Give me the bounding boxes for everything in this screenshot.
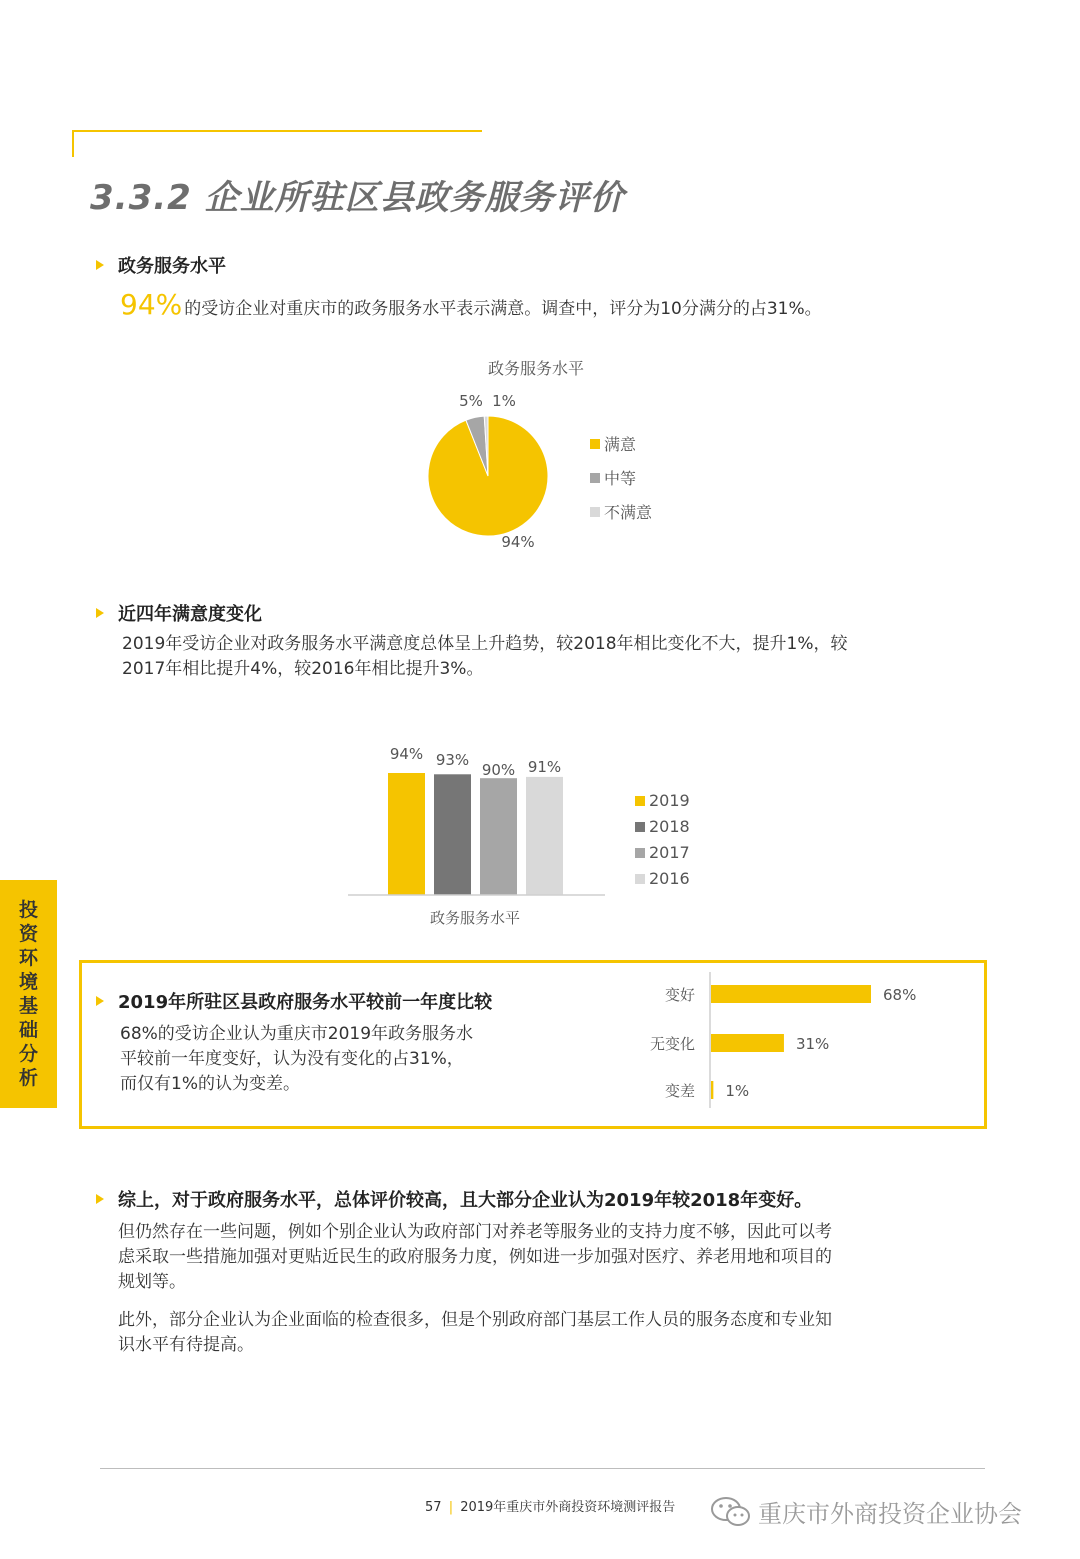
heading-four-year-change (96, 600, 262, 626)
hbar-1 (711, 1034, 784, 1052)
page-number: 57 (425, 1500, 442, 1515)
side-tab-char: 境 (18, 971, 38, 993)
legend-swatch (590, 439, 600, 449)
heading-year-comparison-text: 2019年所驻区县政府服务水平较前一年度比较 (118, 992, 493, 1013)
pie-legend-item (590, 432, 652, 455)
paragraph-line: 规划等。 (118, 1272, 186, 1292)
hbar-data-label: 31% (795, 1035, 830, 1053)
lead-statement (120, 288, 822, 321)
paragraph-line: 68%的受访企业认为重庆市2019年政务服务水 (120, 1024, 474, 1044)
legend-swatch (590, 473, 600, 483)
side-tab-char: 环 (18, 947, 38, 969)
heading-summary-text: 综上，对于政府服务水平，总体评价较高，且大部分企业认为2019年较2018年变好。 (118, 1190, 813, 1211)
side-chapter-tab (0, 880, 57, 1108)
bar-chart (340, 735, 620, 935)
legend-swatch (635, 848, 645, 858)
watermark-text: 重庆市外商投资企业协会 (758, 1500, 1022, 1528)
bar-2019 (388, 773, 425, 895)
pie-legend-item (590, 466, 652, 489)
pie-data-label: 1% (492, 392, 516, 410)
bar-legend-item (635, 791, 690, 810)
hbar-category-label: 无变化 (649, 1035, 695, 1053)
legend-label: 2017 (649, 843, 690, 862)
pie-legend-item (590, 500, 652, 523)
bar-2018 (434, 774, 471, 895)
side-tab-char: 资 (18, 923, 38, 945)
bar-legend-item (635, 869, 690, 888)
legend-swatch (590, 507, 600, 517)
legend-label: 满意 (604, 435, 637, 454)
footer (425, 1496, 675, 1515)
bar-2016 (526, 777, 563, 895)
heading-summary (96, 1186, 812, 1212)
section-title: 3.3.2 企业所驻区县政务服务评价 (90, 178, 625, 218)
report-title: 2019年重庆市外商投资环境测评报告 (460, 1500, 676, 1515)
side-tab-char: 础 (18, 1019, 38, 1041)
legend-swatch (635, 822, 645, 832)
hbar-2 (711, 1081, 713, 1099)
lead-text: 的受访企业对重庆市的政务服务水平表示满意。调查中，评分为10分满分的占31%。 (184, 299, 822, 319)
bar-data-label: 90% (481, 761, 516, 779)
pie-data-label: 94% (501, 533, 535, 551)
lead-highlight-percent: 94% (120, 288, 183, 321)
bar-xlabel: 政务服务水平 (429, 909, 521, 927)
pie-chart (400, 350, 700, 560)
side-tab-char: 基 (18, 995, 38, 1017)
paragraph-line: 识水平有待提高。 (118, 1335, 254, 1355)
legend-swatch (635, 796, 645, 806)
bullet-triangle-icon (96, 260, 104, 270)
legend-label: 中等 (604, 469, 637, 488)
legend-label: 2019 (649, 791, 690, 810)
title-corner-line-vertical (72, 130, 74, 157)
pie-title: 政务服务水平 (487, 359, 585, 378)
pie-legend (590, 432, 652, 523)
paragraph-line: 2017年相比提升4%，较2016年相比提升3%。 (122, 659, 484, 679)
paragraph-line: 而仅有1%的认为变差。 (120, 1074, 300, 1094)
legend-label: 2016 (649, 869, 690, 888)
four-year-paragraph (122, 632, 848, 682)
comparison-paragraph (120, 1022, 473, 1097)
hbar-data-label: 1% (725, 1082, 750, 1100)
paragraph-line: 虑采取一些措施加强对更贴近民生的政府服务力度，例如进一步加强对医疗、养老用地和项目的 (118, 1247, 832, 1267)
title-corner-line (72, 130, 482, 132)
bullet-triangle-icon (96, 1194, 104, 1204)
paragraph-line: 平较前一年度变好，认为没有变化的占31%， (120, 1049, 464, 1069)
footer-rule (100, 1468, 985, 1469)
side-tab-char: 投 (18, 899, 38, 921)
summary-paragraph-1 (118, 1220, 832, 1295)
summary-paragraph-2 (118, 1308, 832, 1358)
hbar-chart (610, 966, 960, 1111)
paragraph-line: 2019年受访企业对政务服务水平满意度总体呈上升趋势，较2018年相比变化不大，提升1%，较 (122, 634, 848, 654)
pie-data-label: 5% (459, 392, 483, 410)
legend-label: 不满意 (604, 503, 653, 522)
heading-four-year-change-text: 近四年满意度变化 (118, 604, 262, 625)
hbar-data-label: 68% (883, 986, 917, 1004)
legend-label: 2018 (649, 817, 690, 836)
watermark (710, 1494, 1022, 1529)
side-tab-char: 分 (18, 1043, 38, 1065)
paragraph-line: 但仍然存在一些问题，例如个别企业认为政府部门对养老等服务业的支持力度不够，因此可以考 (118, 1222, 832, 1242)
heading-service-level (96, 252, 226, 278)
side-tab-char: 析 (18, 1067, 38, 1089)
wechat-icon (710, 1495, 752, 1529)
bar-data-label: 91% (527, 758, 562, 776)
bar-legend-item (635, 843, 690, 862)
bullet-triangle-icon (96, 608, 104, 618)
bar-data-label: 94% (389, 745, 424, 763)
footer-separator: | (448, 1500, 454, 1515)
hbar-0 (711, 985, 871, 1003)
bar-legend-item (635, 817, 690, 836)
bar-legend (635, 791, 690, 888)
heading-service-level-text: 政务服务水平 (118, 256, 226, 277)
legend-swatch (635, 874, 645, 884)
heading-year-comparison (96, 988, 492, 1014)
bar-data-label: 93% (435, 751, 470, 769)
hbar-category-label: 变好 (664, 986, 695, 1004)
paragraph-line: 此外，部分企业认为企业面临的检查很多，但是个别政府部门基层工作人员的服务态度和专业知 (118, 1310, 832, 1330)
hbar-category-label: 变差 (664, 1082, 695, 1100)
bullet-triangle-icon (96, 996, 104, 1006)
bar-2017 (480, 778, 517, 895)
